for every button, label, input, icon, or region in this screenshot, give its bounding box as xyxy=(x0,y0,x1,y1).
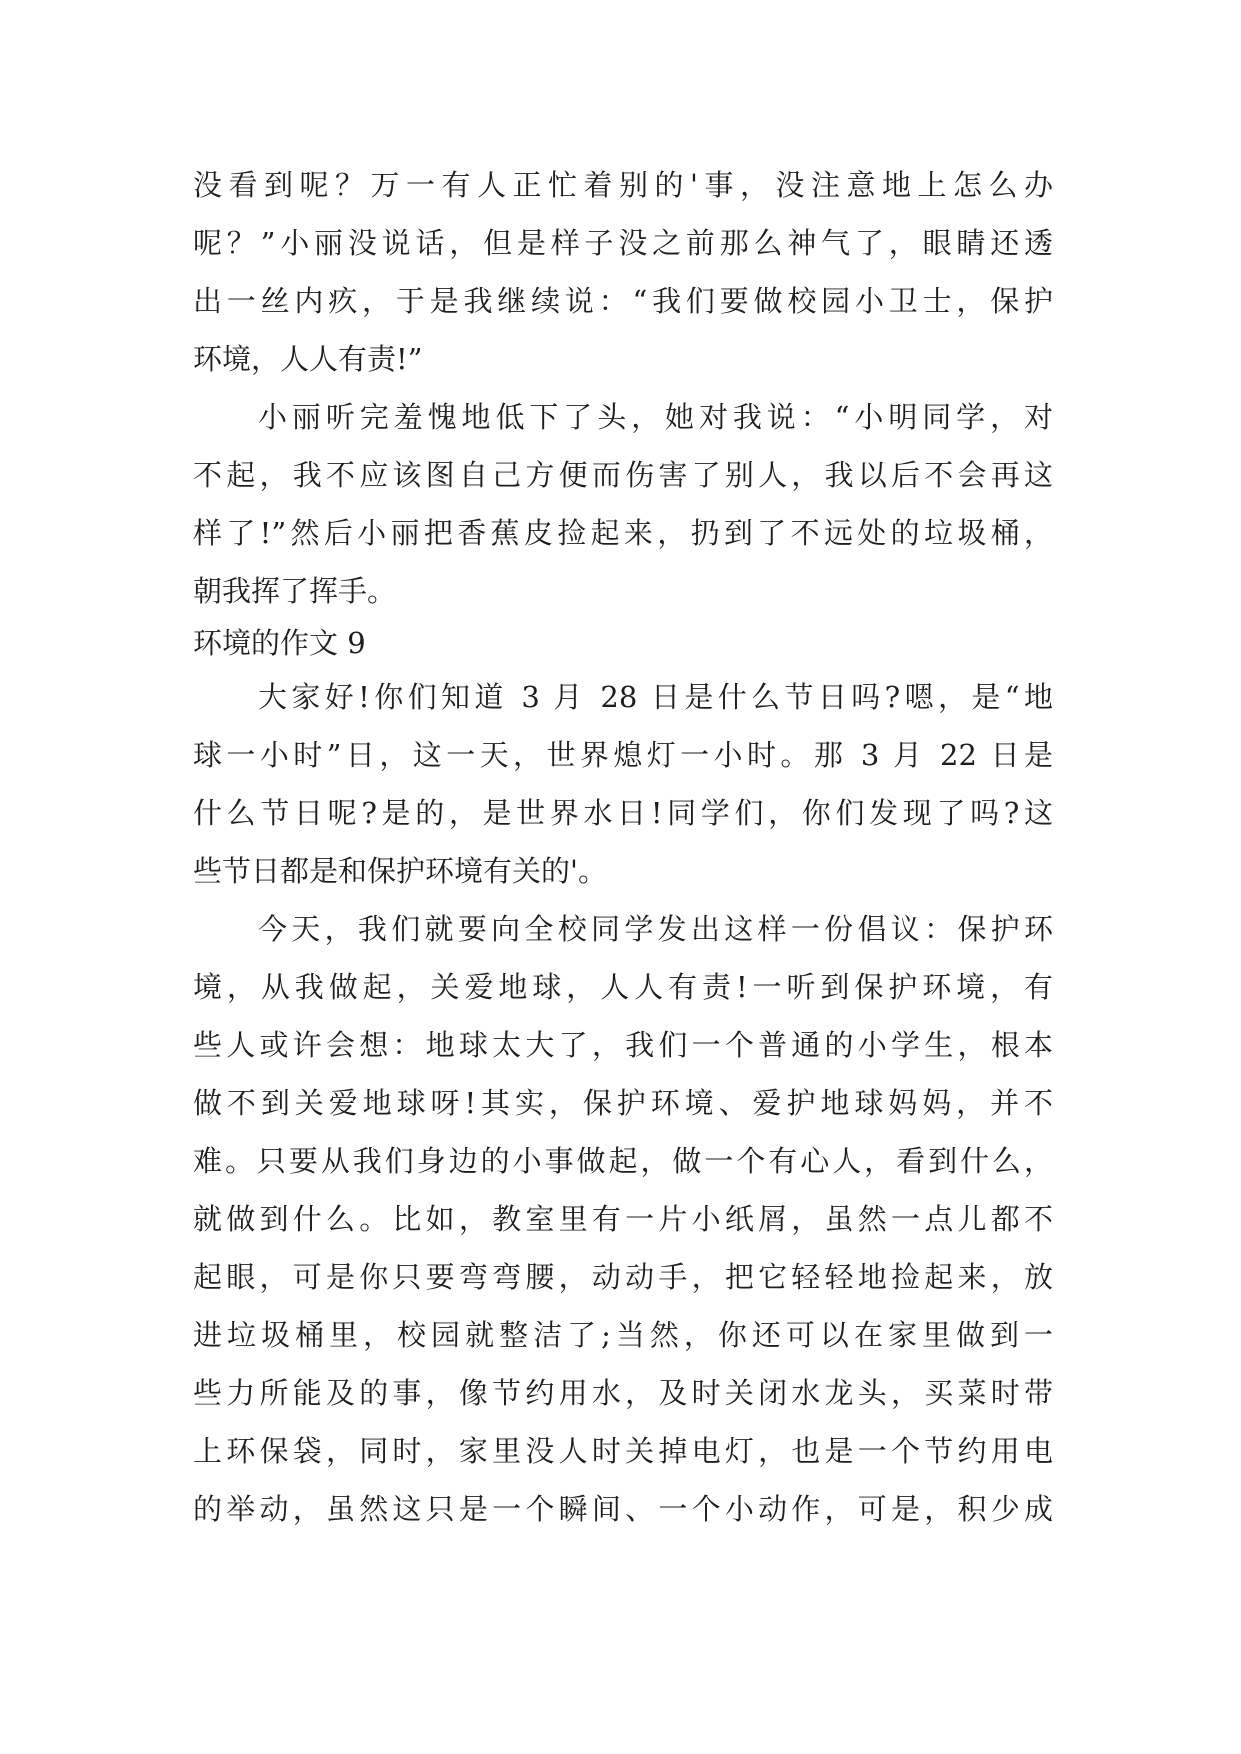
text-line: 的举动，虽然这只是一个瞬间、一个小动作，可是，积少成 xyxy=(193,1492,1053,1526)
text-line: 境，从我做起，关爱地球，人人有责!一听到保护环境，有 xyxy=(193,970,1053,1004)
text-line: 些力所能及的事，像节约用水，及时关闭水龙头，买菜时带 xyxy=(193,1376,1053,1410)
text-line: 些节日都是和保护环境有关的'。 xyxy=(193,854,607,888)
text-line: 球一小时”日，这一天，世界熄灯一小时。那 3 月 22 日是 xyxy=(193,738,1053,772)
text-line: 环境，人人有责!” xyxy=(193,342,423,376)
text-line: 大家好!你们知道 3 月 28 日是什么节日吗?嗯，是“地 xyxy=(258,680,1053,714)
text-line: 小丽听完羞愧地低下了头，她对我说：“小明同学，对 xyxy=(258,400,1053,434)
text-line: 呢？”小丽没说话，但是样子没之前那么神气了，眼睛还透 xyxy=(193,226,1053,260)
text-line: 样了!”然后小丽把香蕉皮捡起来，扔到了不远处的垃圾桶， xyxy=(193,516,1053,550)
section-heading: 环境的作文 9 xyxy=(193,626,366,660)
text-line: 些人或许会想：地球太大了，我们一个普通的小学生，根本 xyxy=(193,1028,1053,1062)
text-line: 什么节日呢?是的，是世界水日!同学们，你们发现了吗?这 xyxy=(193,796,1053,830)
text-line: 没看到呢？万一有人正忙着别的'事，没注意地上怎么办 xyxy=(193,168,1053,202)
text-line: 做不到关爱地球呀!其实，保护环境、爱护地球妈妈，并不 xyxy=(193,1086,1053,1120)
text-line: 出一丝内疚，于是我继续说：“我们要做校园小卫士，保护 xyxy=(193,284,1053,318)
text-line: 进垃圾桶里，校园就整洁了;当然，你还可以在家里做到一 xyxy=(193,1318,1053,1352)
text-line: 上环保袋，同时，家里没人时关掉电灯，也是一个节约用电 xyxy=(193,1434,1053,1468)
text-line: 起眼，可是你只要弯弯腰，动动手，把它轻轻地捡起来，放 xyxy=(193,1260,1053,1294)
text-line: 就做到什么。比如，教室里有一片小纸屑，虽然一点儿都不 xyxy=(193,1202,1053,1236)
text-line: 难。只要从我们身边的小事做起，做一个有心人，看到什么， xyxy=(193,1144,1053,1178)
text-line: 不起，我不应该图自己方便而伤害了别人，我以后不会再这 xyxy=(193,458,1053,492)
text-line: 朝我挥了挥手。 xyxy=(193,574,397,608)
text-line: 今天，我们就要向全校同学发出这样一份倡议：保护环 xyxy=(258,912,1053,946)
